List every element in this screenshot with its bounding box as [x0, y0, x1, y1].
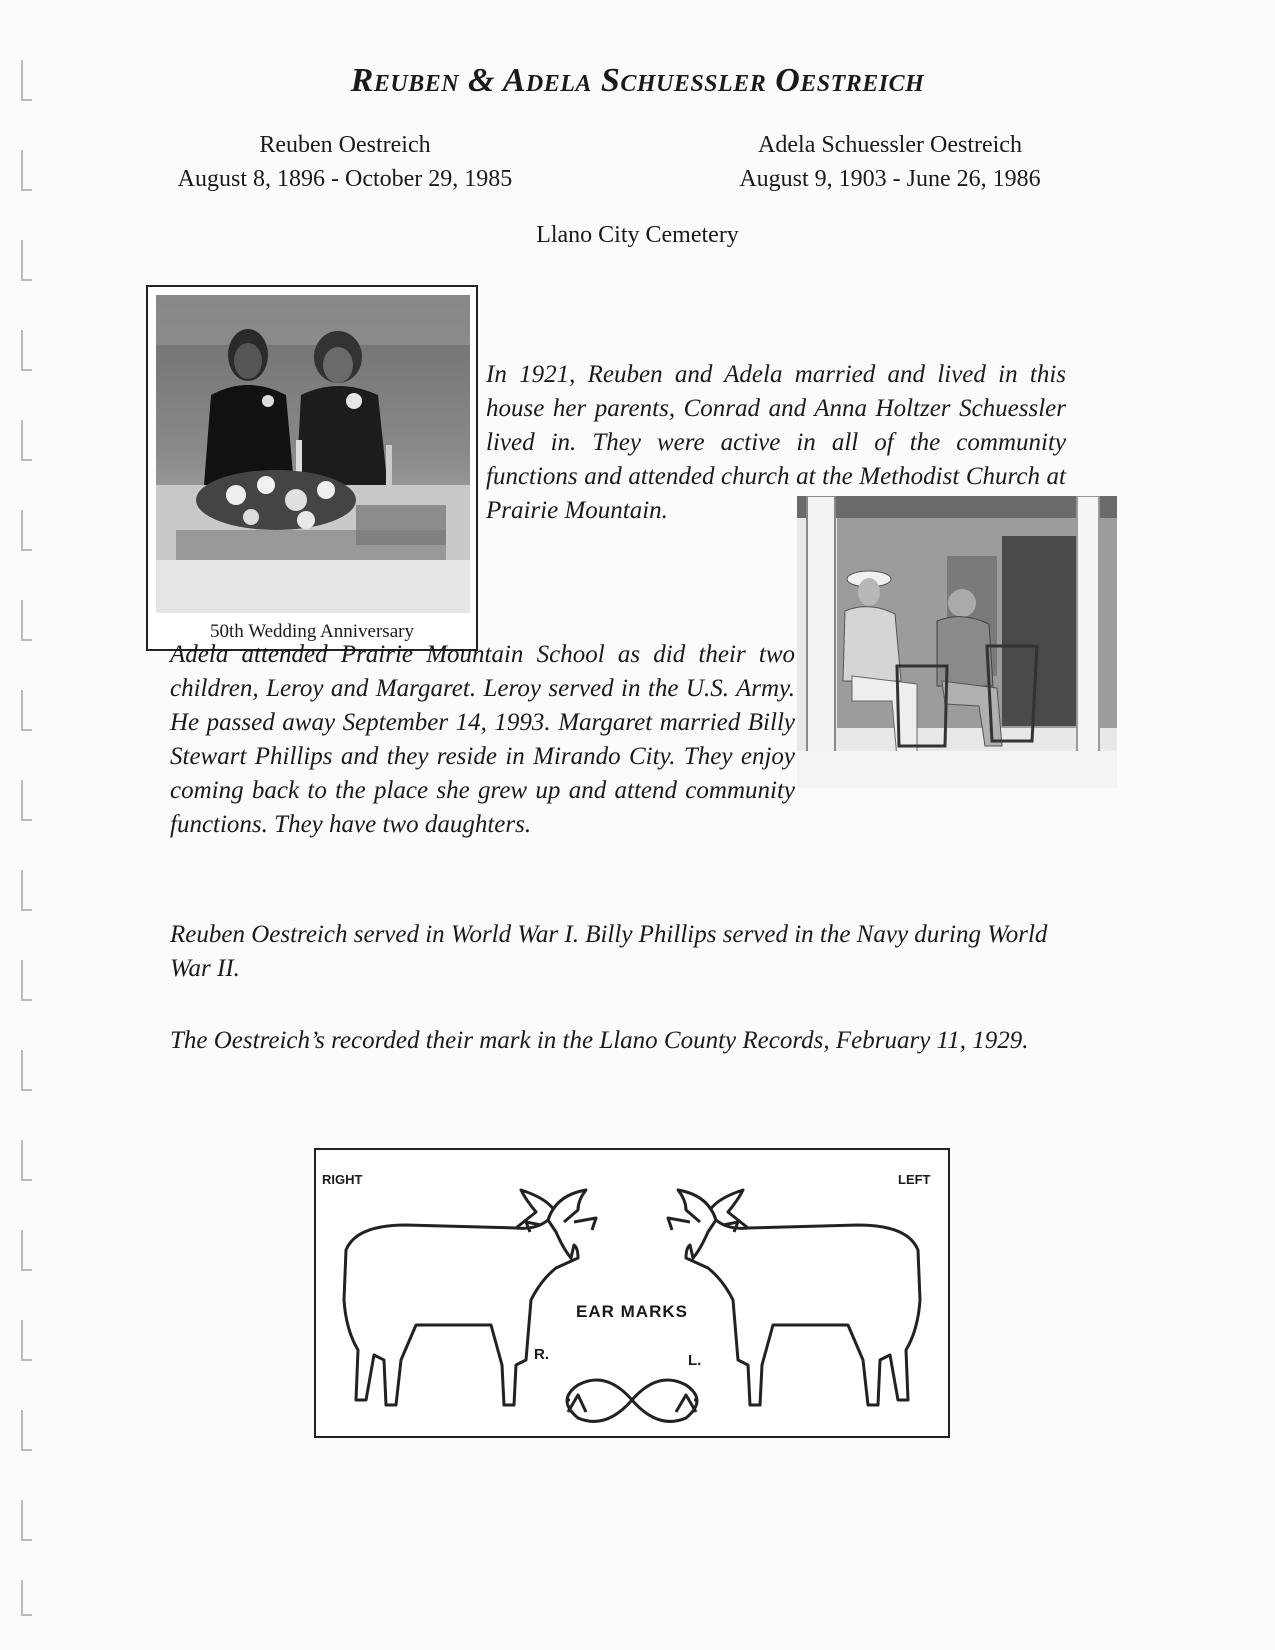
paragraph-marriage: In 1921, Reuben and Adela married and lived in this house her parents, Conrad and Anna Holtzer Schuessler lived in. They were active in all of the community functions and attended church at the Methodist Church at Prairie Mountain. — [486, 361, 1066, 524]
cattle-illustration — [316, 1150, 948, 1436]
anniversary-caption: 50th Wedding Anniversary — [210, 621, 414, 642]
adela-info — [680, 128, 1100, 196]
ear-marks-diagram — [314, 1148, 950, 1438]
paragraph-children: Adela attended Prairie Mountain School as did their two children, Leroy and Margaret. Leroy served in the U.S. Army. He passed away September 14, 1993. Margaret married Billy Stewart Phillips and they reside in Mirando City. They enjoy coming back to the place she grew up and attend community functions. They have two daughters. — [170, 641, 795, 838]
paragraph-mark: The Oestreich’s recorded their mark in the Llano County Records, February 11, 1929. — [170, 1027, 1029, 1054]
ear-marks-title: EAR MARKS — [576, 1302, 688, 1321]
anniversary-photo — [156, 295, 470, 613]
adela-name: Adela Schuessler Oestreich — [758, 132, 1022, 158]
reuben-info — [130, 128, 560, 196]
porch-photo — [797, 496, 1117, 788]
cemetery-name: Llano City Cemetery — [536, 222, 739, 248]
ear-mark-right-label: RIGHT — [322, 1172, 363, 1187]
paragraph-service: Reuben Oestreich served in World War I. Billy Phillips served in the Navy during World War II. — [170, 921, 1048, 982]
reuben-name: Reuben Oestreich — [259, 132, 431, 158]
ear-mark-left-label: LEFT — [898, 1172, 931, 1187]
binding-marks — [12, 40, 42, 1620]
ear-mark-l: L. — [688, 1352, 702, 1369]
ear-mark-r: R. — [534, 1346, 549, 1363]
reuben-dates: August 8, 1896 - October 29, 1985 — [177, 166, 513, 192]
anniversary-photo-frame — [146, 285, 478, 651]
page-title: Reuben & Adela Schuessler Oestreich — [350, 62, 925, 99]
adela-dates: August 9, 1903 - June 26, 1986 — [739, 166, 1041, 192]
